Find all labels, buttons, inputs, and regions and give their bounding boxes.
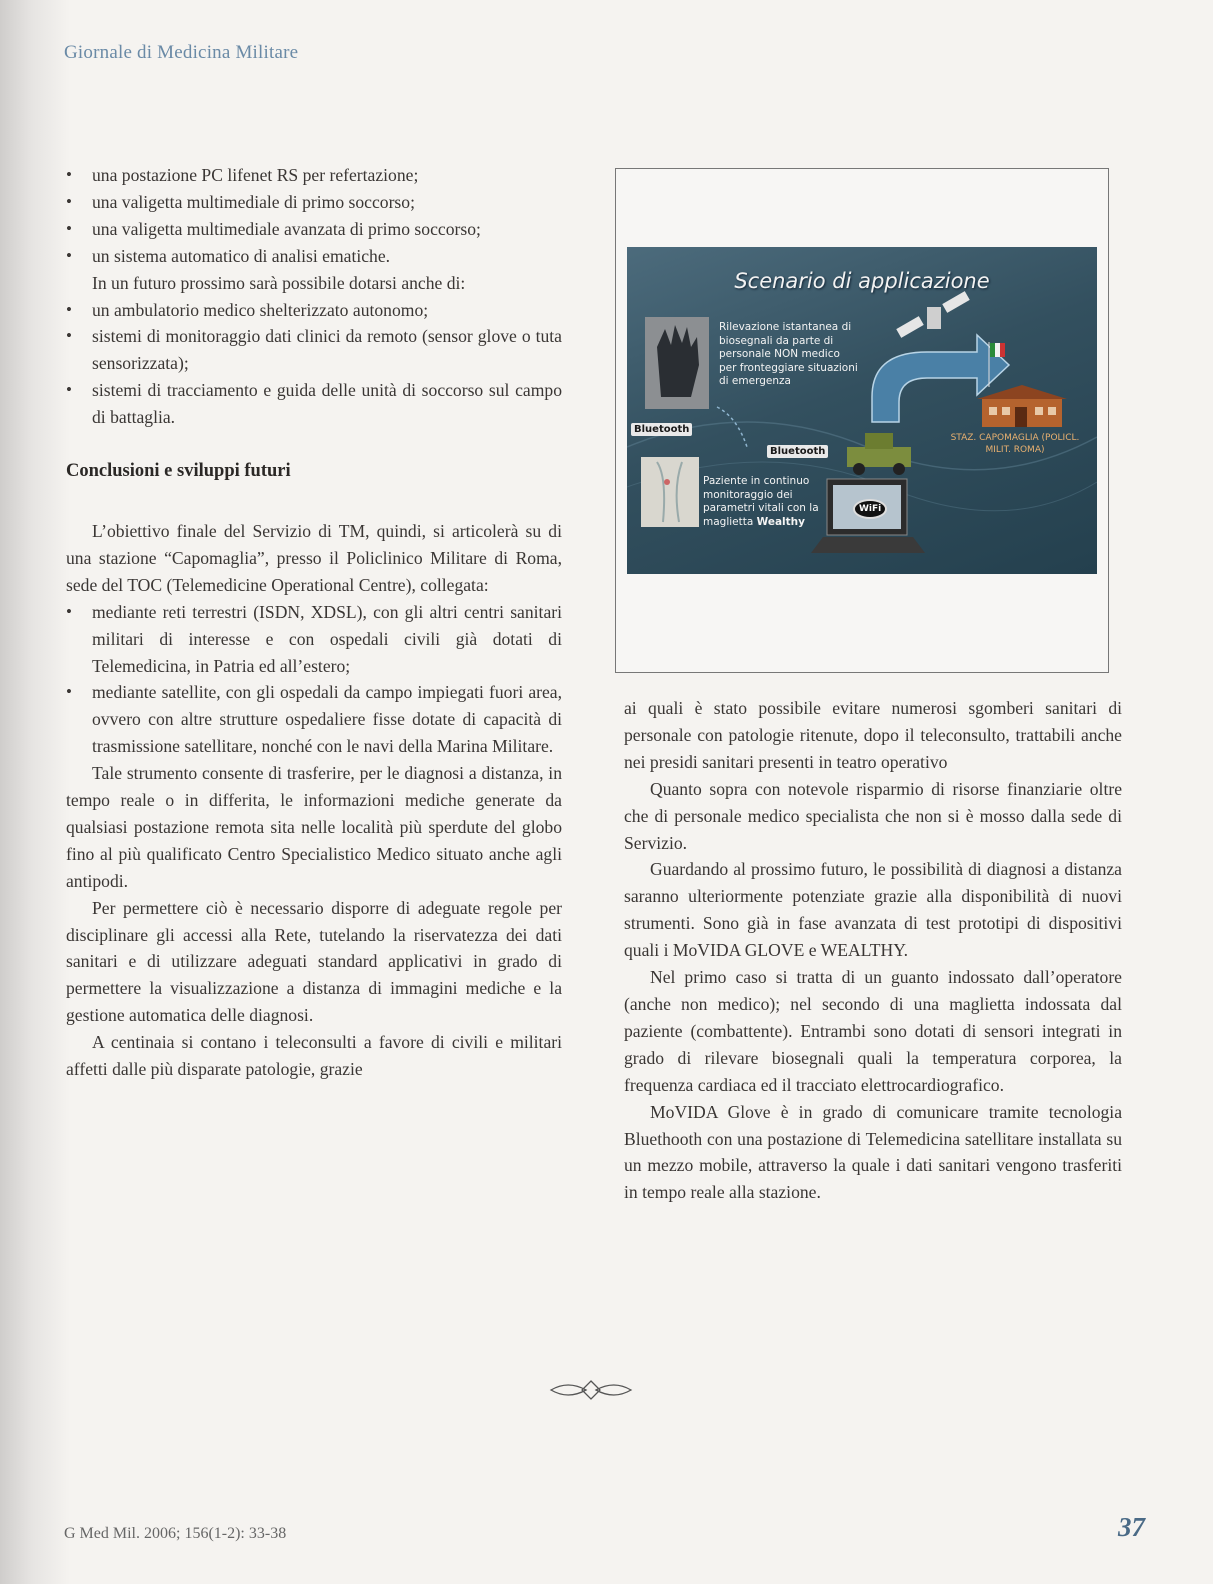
future-equipment-list xyxy=(66,297,562,432)
list-item: • sistemi di monitoraggio dati clinici da remoto (sensor glove o tuta sensorizzata); xyxy=(66,323,562,377)
slide-illustration xyxy=(627,247,1097,574)
list-item: • mediante satellite, con gli ospedali da campo impiegati fuori area, ovvero con altre strutture ospedaliere fisse dotate di capacità di trasmissione satellitare, nonché con le navi della Marina Militare. xyxy=(66,679,562,760)
paragraph: Per permettere ciò è necessario disporre di adeguate regole per disciplinare gli accessi alla Rete, tutelando la riservatezza dei dati sanitari e di utilizzare adeguati standard applicativi in grado di permettere la visualizzazione a distanza di immagini mediche e la gestione automatica delle diagnosi. xyxy=(66,897,562,1026)
paragraph: MoVIDA Glove è in grado di comunicare tramite tecnologia Bluethooth con una postazione di Telemedicina satellitare installata su un mezzo mobile, attraverso la quale i dati sanitari vengono trasferiti in tempo reale alla stazione. xyxy=(624,1101,1122,1203)
left-column xyxy=(66,162,562,1083)
patient-caption-bold: Wealthy xyxy=(756,515,805,528)
patient-caption-text: Paziente in continuo monitoraggio dei parametri vitali con la maglietta xyxy=(703,475,819,528)
page-spine-shadow xyxy=(0,0,70,1584)
paragraph: ai quali è stato possibile evitare numerosi sgomberi sanitari di personale con patologie ritenute, dopo il teleconsulto, trattabili anche nei presidi sanitari presenti in teatro operativo xyxy=(624,698,1122,772)
running-head: Giornale di Medicina Militare xyxy=(64,42,299,63)
satellite-image xyxy=(896,291,970,338)
list-item: • sistemi di tracciamento e guida delle unità di soccorso sul campo di battaglia. xyxy=(66,377,562,431)
list-item: • mediante reti terrestri (ISDN, XDSL), con gli altri centri sanitari militari di interesse e con ospedali civili già dotati di Telemedicina, in Patria ed all’estero; xyxy=(66,599,562,680)
list-item: • una valigetta multimediale avanzata di primo soccorso; xyxy=(66,216,562,243)
station-label: STAZ. CAPOMAGLIA (POLICL. MILIT. ROMA) xyxy=(950,433,1080,455)
page-number: 37 xyxy=(1118,1512,1145,1542)
figure-frame xyxy=(615,168,1109,673)
glove-image xyxy=(645,317,709,409)
paragraph: Quanto sopra con notevole risparmio di risorse finanziarie oltre che di personale medico specialista che non si è mosso dalla sede di Servizio. xyxy=(624,778,1122,853)
section-ornament-icon xyxy=(546,1378,636,1402)
section-heading: Conclusioni e sviluppi futuri xyxy=(66,461,291,482)
slide-title: Scenario di applicazione xyxy=(734,269,990,293)
right-column xyxy=(624,695,1122,1206)
scenario-slide xyxy=(627,247,1097,574)
paragraph: In un futuro prossimo sarà possibile dotarsi anche di: xyxy=(92,272,466,293)
equipment-list xyxy=(66,162,562,270)
list-item: • una postazione PC lifenet RS per refertazione; xyxy=(66,162,562,189)
paragraph: A centinaia si contano i teleconsulti a favore di civili e militari affetti dalle più disparate patologie, grazie xyxy=(66,1032,562,1080)
list-item: • un sistema automatico di analisi ematiche. xyxy=(66,243,562,270)
list-item: • una valigetta multimediale di primo soccorso; xyxy=(66,189,562,216)
wealthy-shirt-image xyxy=(641,457,699,527)
glove-caption: Rilevazione istantanea di biosegnali da parte di personale NON medico per fronteggiare situazioni di emergenza xyxy=(719,321,858,387)
paragraph: Tale strumento consente di trasferire, per le diagnosi a distanza, in tempo reale o in differita, le informazioni mediche generate da qualsiasi postazione remota sita nelle località più sperdute del globo fino al più qualificato Centro Specialistico Medico situato anche agli antipodi. xyxy=(66,763,562,891)
bluetooth-badge: Bluetooth xyxy=(631,423,692,436)
paragraph: Guardando al prossimo futuro, le possibilità di diagnosi a distanza saranno ulteriormente potenziate grazie alla disponibilità di nuovi strumenti. Sono già in fase avanzata di test prototipi di dispositivi quali i MoVIDA GLOVE e WEALTHY. xyxy=(624,859,1122,961)
paragraph: L’obiettivo finale del Servizio di TM, quindi, si articolerà su di una stazione “Capomaglia”, presso il Policlinico Militare di Roma, sede del TOC (Telemedicine Operational Centre), collegata: xyxy=(66,520,562,595)
wifi-badge: WiFi xyxy=(853,499,887,519)
connection-list xyxy=(66,599,562,760)
mobile-vehicle-image xyxy=(847,433,911,475)
bluetooth-badge: Bluetooth xyxy=(767,445,828,458)
list-item: • un ambulatorio medico shelterizzato autonomo; xyxy=(66,297,562,324)
station-building-image xyxy=(977,385,1067,427)
journal-reference: G Med Mil. 2006; 156(1-2): 33-38 xyxy=(64,1525,287,1542)
paragraph: Nel primo caso si tratta di un guanto indossato dall’operatore (anche non medico); nel secondo di una maglietta indossata dal paziente (combattente). Entrambi sono dotati di sensori integrati in grado di rilevare biosegnali quali la temperatura corporea, la frequenza cardiaca ed il tracciato elettrocardiografico. xyxy=(624,967,1122,1095)
patient-caption xyxy=(703,475,828,529)
